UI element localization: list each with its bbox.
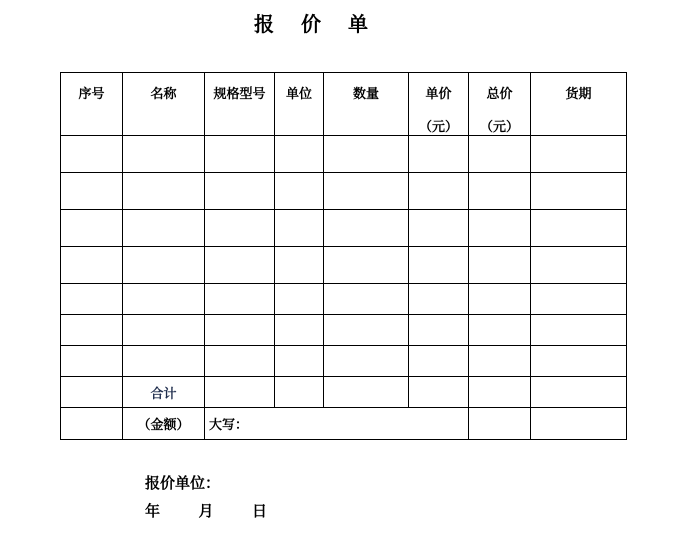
cell[interactable] xyxy=(205,247,275,284)
cell[interactable] xyxy=(409,315,469,346)
cell[interactable] xyxy=(409,284,469,315)
cell[interactable] xyxy=(275,346,324,377)
header-name: 名称 xyxy=(123,73,205,136)
document-title: 报 价 单 xyxy=(254,12,378,36)
cell[interactable] xyxy=(469,284,531,315)
cell[interactable] xyxy=(531,173,627,210)
table-row xyxy=(61,315,627,346)
cell[interactable] xyxy=(61,346,123,377)
cell[interactable] xyxy=(531,377,627,408)
cell[interactable] xyxy=(409,377,469,408)
cell[interactable] xyxy=(275,247,324,284)
cell[interactable] xyxy=(409,346,469,377)
cell[interactable] xyxy=(469,247,531,284)
cell[interactable] xyxy=(205,136,275,173)
cell[interactable] xyxy=(531,346,627,377)
cell[interactable] xyxy=(409,136,469,173)
table-row xyxy=(61,136,627,173)
quote-table xyxy=(60,72,627,440)
date-line xyxy=(145,500,267,521)
header-delivery: 货期 xyxy=(531,73,627,136)
cell[interactable] xyxy=(324,315,409,346)
cell[interactable] xyxy=(324,173,409,210)
header-qty: 数量 xyxy=(324,73,409,136)
table-row xyxy=(61,284,627,315)
cell[interactable] xyxy=(324,247,409,284)
cell[interactable] xyxy=(123,210,205,247)
cell[interactable] xyxy=(123,284,205,315)
cell[interactable] xyxy=(61,284,123,315)
table-row xyxy=(61,210,627,247)
cell[interactable] xyxy=(531,210,627,247)
cell[interactable] xyxy=(469,408,531,440)
day-label: 日 xyxy=(251,502,267,520)
cell[interactable] xyxy=(123,136,205,173)
total-label: 合计 xyxy=(123,377,205,408)
total-row xyxy=(61,377,627,408)
cell[interactable] xyxy=(324,210,409,247)
cell[interactable] xyxy=(61,315,123,346)
cell[interactable] xyxy=(205,173,275,210)
header-spec: 规格型号 xyxy=(205,73,275,136)
cell[interactable] xyxy=(275,173,324,210)
header-row xyxy=(61,73,627,136)
cell[interactable] xyxy=(469,136,531,173)
amount-in-words-field[interactable] xyxy=(205,408,469,440)
cell[interactable] xyxy=(531,408,627,440)
cell[interactable] xyxy=(61,408,123,440)
cell[interactable] xyxy=(61,173,123,210)
cell[interactable] xyxy=(123,346,205,377)
cell[interactable] xyxy=(61,210,123,247)
cell[interactable] xyxy=(469,346,531,377)
cell[interactable] xyxy=(61,247,123,284)
cell[interactable] xyxy=(469,315,531,346)
header-unit-price: 单价 （元） xyxy=(409,73,469,136)
month-label: 月 xyxy=(198,502,214,520)
cell[interactable] xyxy=(275,377,324,408)
header-seq: 序号 xyxy=(61,73,123,136)
cell[interactable] xyxy=(409,173,469,210)
cell[interactable] xyxy=(123,173,205,210)
cell[interactable] xyxy=(469,173,531,210)
table-row xyxy=(61,173,627,210)
cell[interactable] xyxy=(469,210,531,247)
cell[interactable] xyxy=(61,377,123,408)
header-unit: 单位 xyxy=(275,73,324,136)
cell[interactable] xyxy=(324,377,409,408)
cell[interactable] xyxy=(123,315,205,346)
amount-in-words-label: 大写： xyxy=(209,418,249,433)
cell[interactable] xyxy=(324,284,409,315)
cell[interactable] xyxy=(61,136,123,173)
cell[interactable] xyxy=(531,315,627,346)
cell[interactable] xyxy=(531,136,627,173)
table-row xyxy=(61,247,627,284)
cell[interactable] xyxy=(409,247,469,284)
cell[interactable] xyxy=(275,136,324,173)
cell[interactable] xyxy=(205,346,275,377)
cell[interactable] xyxy=(275,284,324,315)
cell[interactable] xyxy=(275,315,324,346)
cell[interactable] xyxy=(205,284,275,315)
amount-label: （金额） xyxy=(123,408,205,440)
quoting-company-label: 报价单位： xyxy=(145,474,221,492)
cell[interactable] xyxy=(409,210,469,247)
cell[interactable] xyxy=(324,346,409,377)
cell[interactable] xyxy=(123,247,205,284)
total-price-cell[interactable] xyxy=(469,377,531,408)
cell[interactable] xyxy=(531,284,627,315)
header-total-price: 总价 （元） xyxy=(469,73,531,136)
cell[interactable] xyxy=(205,377,275,408)
amount-row xyxy=(61,408,627,440)
cell[interactable] xyxy=(205,315,275,346)
cell[interactable] xyxy=(275,210,324,247)
cell[interactable] xyxy=(205,210,275,247)
cell[interactable] xyxy=(531,247,627,284)
table-row xyxy=(61,346,627,377)
year-label: 年 xyxy=(145,502,161,520)
cell[interactable] xyxy=(324,136,409,173)
